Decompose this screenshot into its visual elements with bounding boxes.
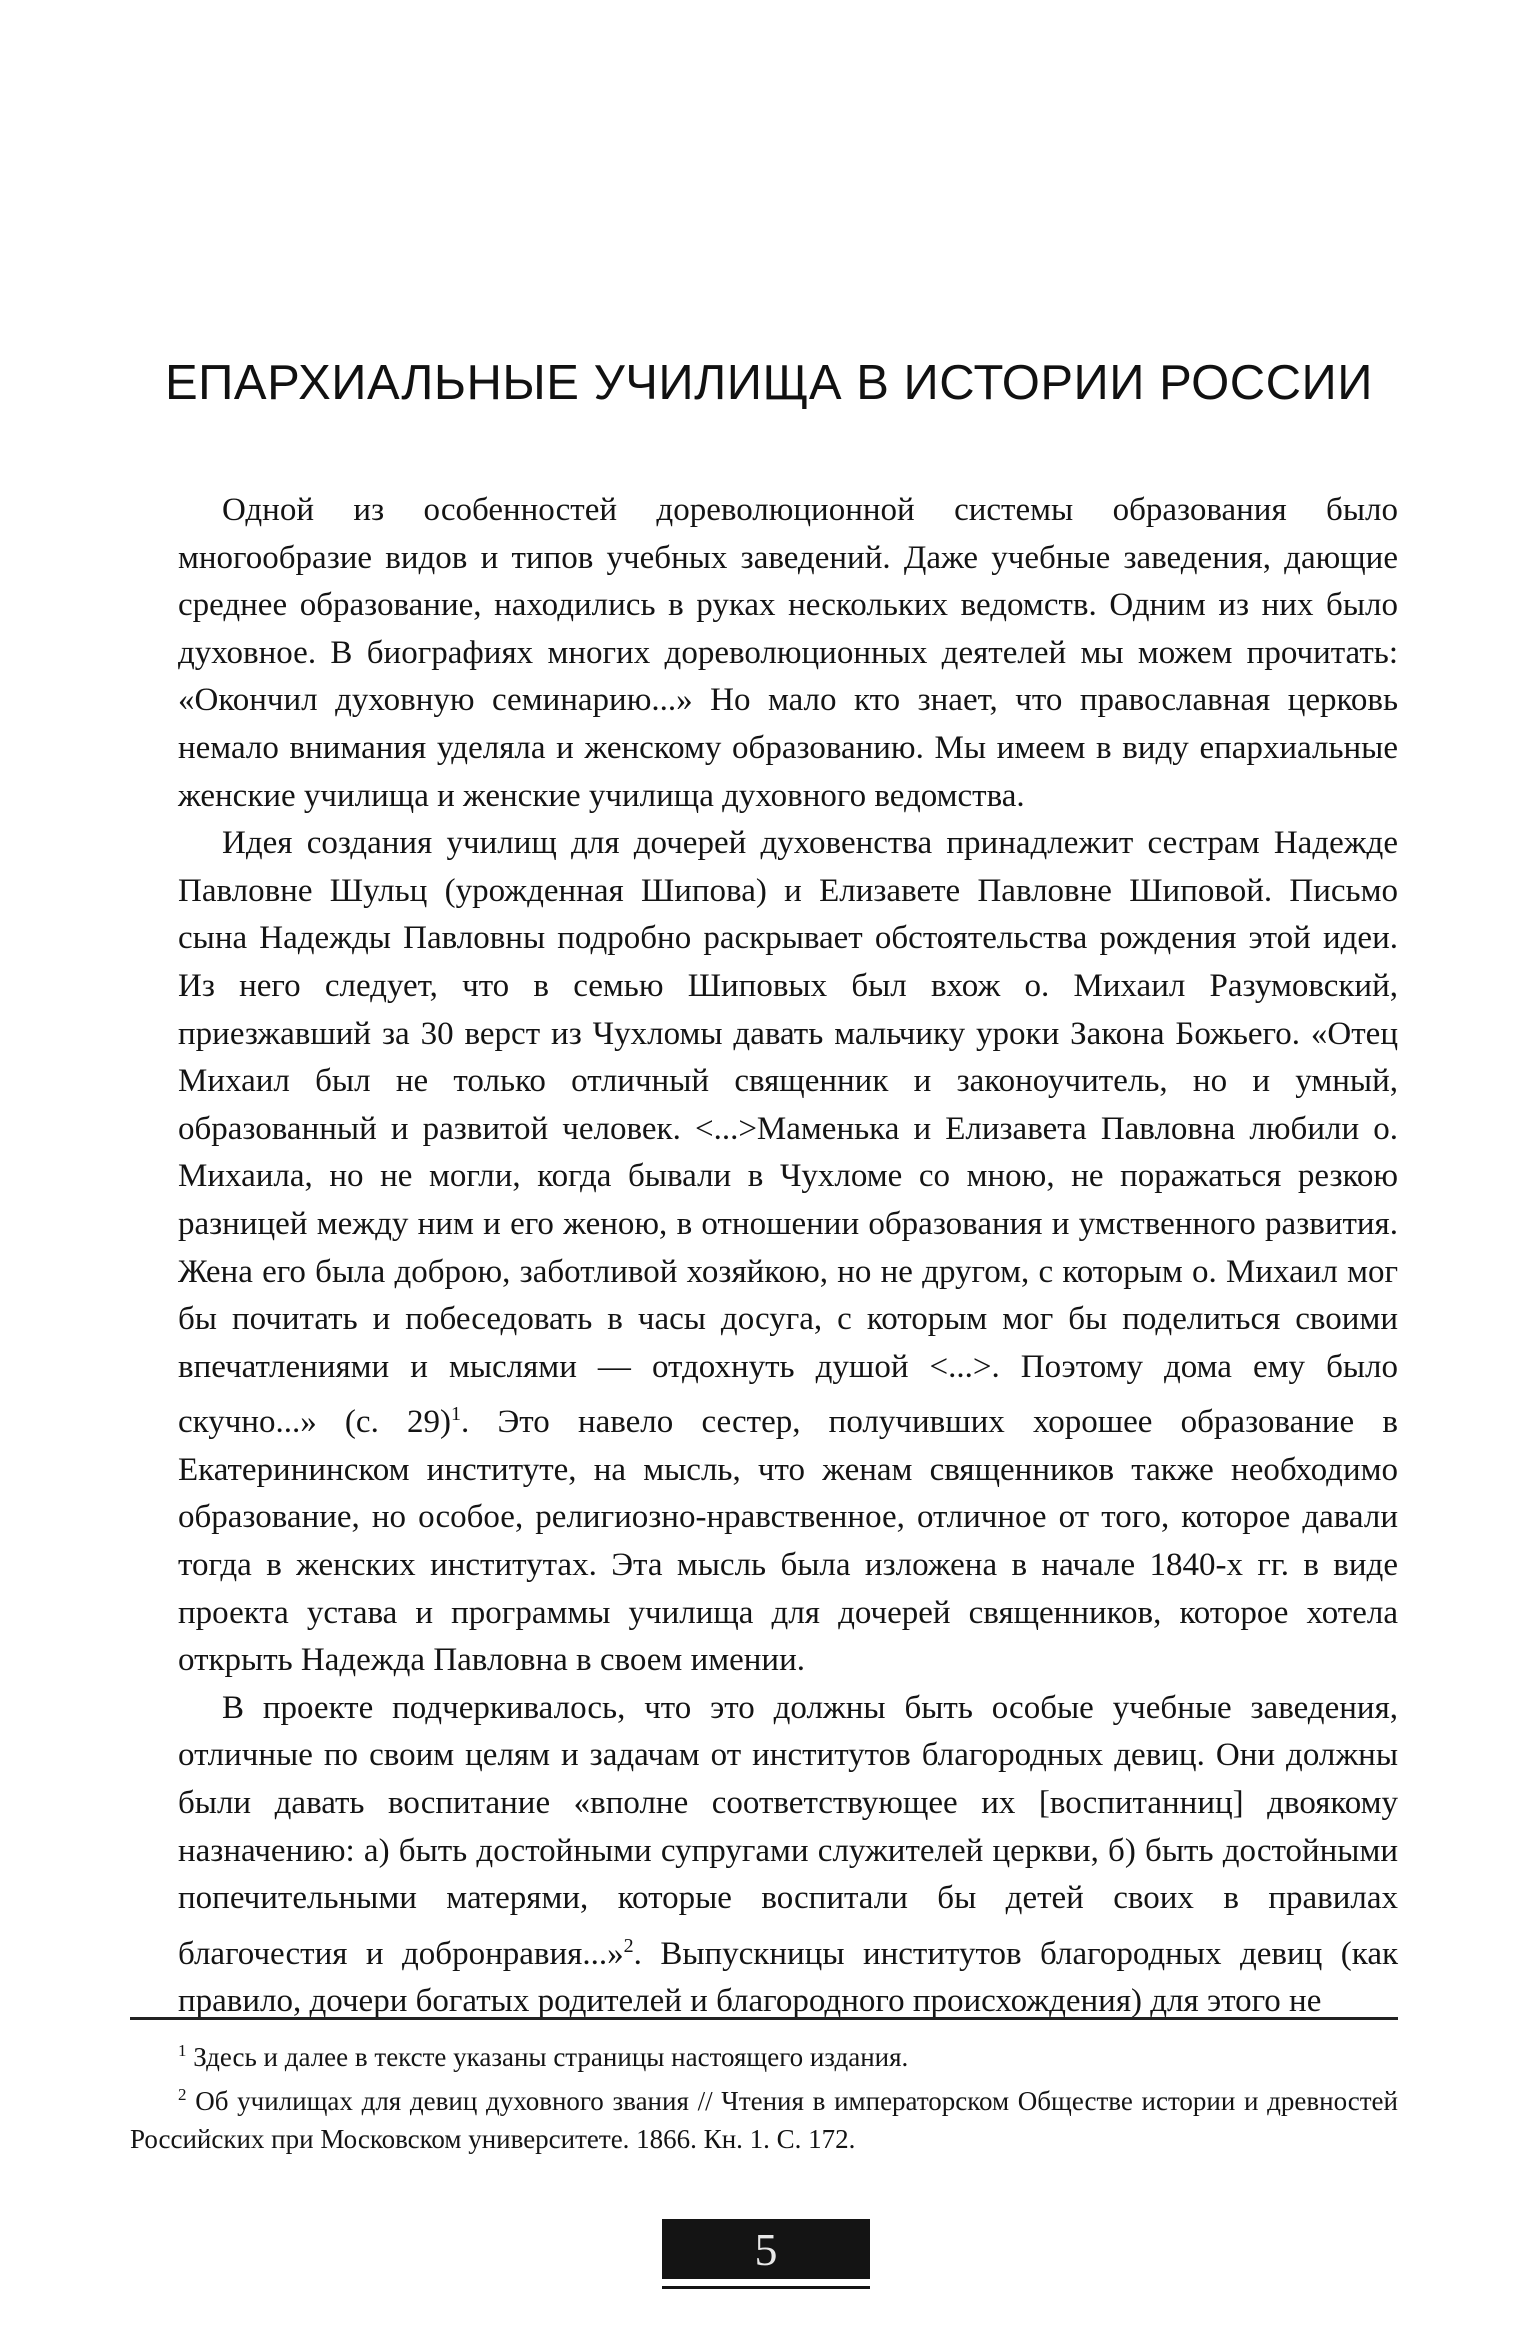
footnote-2 (130, 2076, 1398, 2158)
footnote-1 (130, 2032, 1398, 2076)
paragraph-3-text: В проекте подчеркивалось, что это должны быть особые учебные заведения, отличные по своим целям и задачам от институтов благородных девиц. Они должны были давать воспитание «вполне соответствующее их [воспитанниц] двоякому назначению: а) быть достойными супругами служителей церкви, б) быть достойными попечительными матерями, которые воспитали бы детей своих в правилах благочестия и добронравия...» (178, 1689, 1398, 1972)
paragraph-2-text-continued: . Это навело сестер, получивших хорошее образование в Екатерининском институте, на мысль, что женам священников также необходимо образование, но особое, религиозно-нравственное, отличное от того, которое давали тогда в женских институтах. Эта мысль была изложена в начале 1840-х гг. в виде проекта устава и программы училища для дочерей священников, которое хотела открыть Надежда Павловна в своем имении. (178, 1404, 1398, 1679)
page-number-underline (662, 2286, 870, 2289)
footnotes-divider (130, 2017, 1398, 2020)
page-number: 5 (662, 2219, 870, 2279)
footnote-ref-1: 1 (451, 1403, 462, 1426)
paragraph-3-text-continued: . Выпускницы институтов благородных девиц (как правило, дочери богатых родителей и благородного происхождения) для этого не (178, 1935, 1398, 2020)
paragraph-2-text: Идея создания училищ для дочерей духовенства принадлежит сестрам Надежде Павловне Шульц (урожденная Шипова) и Елизавете Павловне Шиповой. Письмо сына Надежды Павловны подробно раскрывает обстоятельства рождения этой идеи. Из него следует, что в семью Шиповых был вхож о. Михаил Разумовский, приезжавший за 30 верст из Чухломы давать мальчику уроки Закона Божьего. «Отец Михаил был не только отличный священник и законоучитель, но и умный, образованный и развитой человек. <...>Маменька и Елизавета Павловна любили о. Михаила, но не могли, когда бывали в Чухломе со мною, не поражаться резкою разницей между ним и его женою, в отношении образования и умственного развития. Жена его была доброю, заботливой хозяйкою, но не другом, с которым о. Михаил мог бы почитать и побеседовать в часы досуга, с которым мог бы поделиться своими впечатлениями и мыслями — отдохнуть душой <...>. Поэтому дома ему было скучно...» (с. 29) (178, 825, 1398, 1441)
chapter-title: ЕПАРХИАЛЬНЫЕ УЧИЛИЩА В ИСТОРИИ РОССИИ (165, 356, 1373, 410)
main-text (178, 487, 1398, 2026)
footnote-ref-2: 2 (623, 1934, 634, 1957)
paragraph-2 (178, 820, 1398, 1685)
footnote-2-text: Об училищах для девиц духовного звания // Чтения в императорском Обществе истории и древностей Российских при Московском университете. 1866. Кн. 1. С. 172. (130, 2086, 1398, 2154)
footnote-1-text: Здесь и далее в тексте указаны страницы настоящего издания. (186, 2042, 909, 2072)
paragraph-3 (178, 1685, 1398, 2026)
footnotes (130, 2032, 1398, 2158)
footnote-mark-1: 1 (178, 2041, 187, 2060)
footnote-mark-2: 2 (178, 2085, 187, 2104)
paragraph-1: Одной из особенностей дореволюционной системы образования было многообразие видов и типов учебных заведений. Даже учебные заведения, дающие среднее образование, находились в руках нескольких ведомств. Одним из них было духовное. В биографиях многих дореволюционных деятелей мы можем прочитать: «Окончил духовную семинарию...» Но мало кто знает, что православная церковь немало внимания уделяла и женскому образованию. Мы имеем в виду епархиальные женские училища и женские училища духовного ведомства. (178, 492, 1398, 814)
